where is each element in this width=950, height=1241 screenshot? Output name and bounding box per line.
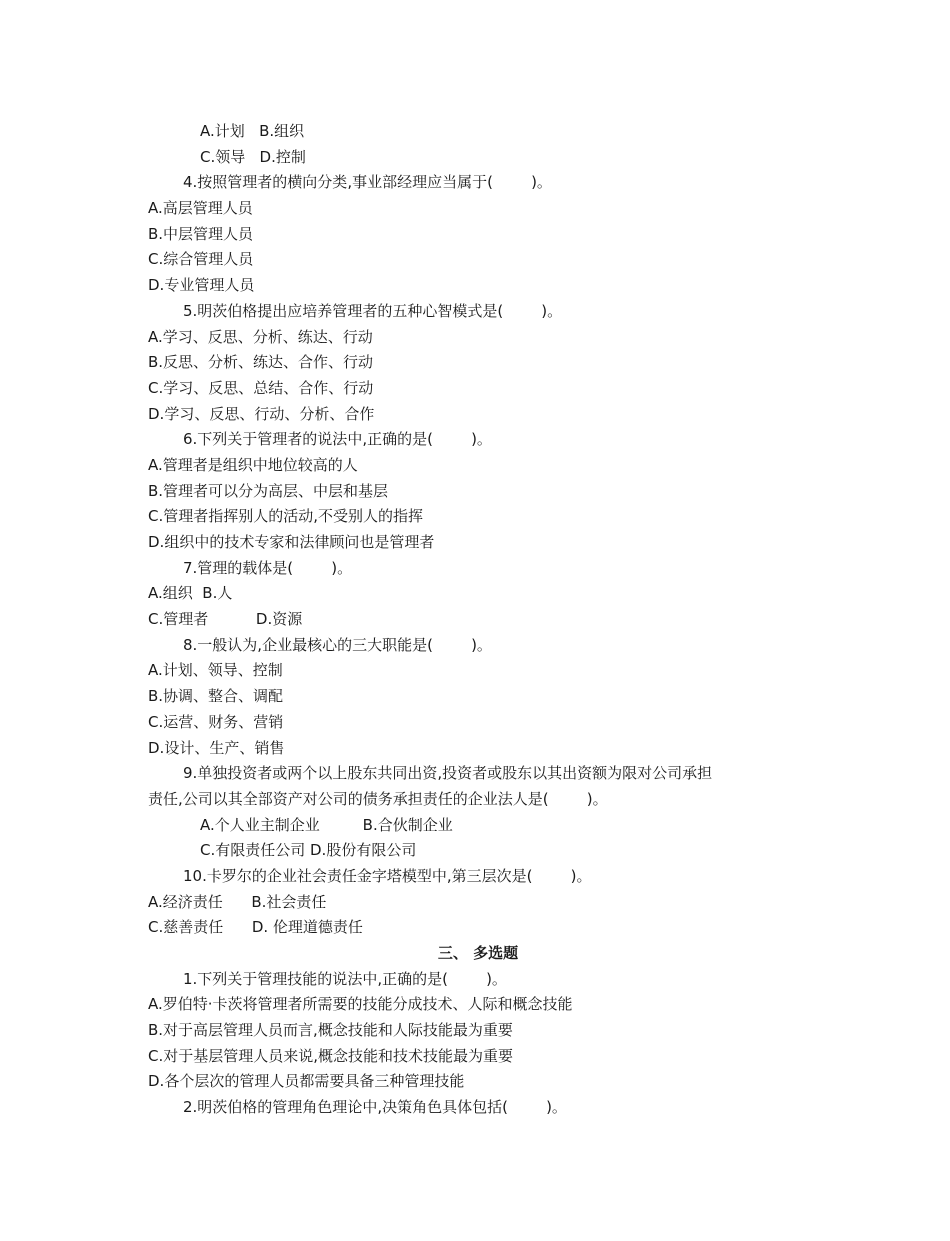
option-line: D.专业管理人员 bbox=[148, 276, 255, 295]
option-line: A.计划、领导、控制 bbox=[148, 661, 283, 680]
option-line: C.对于基层管理人员来说,概念技能和技术技能最为重要 bbox=[148, 1046, 514, 1065]
option-line: A.学习、反思、分析、练达、行动 bbox=[148, 327, 373, 346]
option-line: C.慈善责任 D. 伦理道德责任 bbox=[148, 918, 363, 937]
multi-question-1: 1.下列关于管理技能的说法中,正确的是( )。 bbox=[183, 969, 507, 988]
option-line: D.设计、生产、销售 bbox=[148, 738, 285, 757]
option-line: C.领导 D.控制 bbox=[200, 147, 306, 166]
option-line: A.个人业主制企业 B.合伙制企业 bbox=[200, 815, 453, 834]
option-line: C.管理者 D.资源 bbox=[148, 610, 303, 629]
option-line: C.管理者指挥别人的活动,不受别人的指挥 bbox=[148, 507, 424, 526]
question-7: 7.管理的载体是( )。 bbox=[183, 558, 353, 577]
option-line: A.组织 B.人 bbox=[148, 584, 233, 603]
option-line: D.学习、反思、行动、分析、合作 bbox=[148, 404, 375, 423]
question-9: 9.单独投资者或两个以上股东共同出资,投资者或股东以其出资额为限对公司承担 bbox=[183, 764, 713, 783]
option-line: A.罗伯特·卡茨将管理者所需要的技能分成技术、人际和概念技能 bbox=[148, 995, 573, 1014]
option-line: B.反思、分析、练达、合作、行动 bbox=[148, 353, 374, 372]
multi-question-2: 2.明茨伯格的管理角色理论中,决策角色具体包括( )。 bbox=[183, 1098, 567, 1117]
option-line: C.运营、财务、营销 bbox=[148, 712, 284, 731]
option-line: B.协调、整合、调配 bbox=[148, 687, 284, 706]
option-line: C.有限责任公司 D.股份有限公司 bbox=[200, 841, 417, 860]
question-10: 10.卡罗尔的企业社会责任金字塔模型中,第三层次是( )。 bbox=[183, 866, 592, 885]
question-9-continued: 责任,公司以其全部资产对公司的债务承担责任的企业法人是( )。 bbox=[148, 789, 608, 808]
question-8: 8.一般认为,企业最核心的三大职能是( )。 bbox=[183, 635, 492, 654]
question-6: 6.下列关于管理者的说法中,正确的是( )。 bbox=[183, 430, 492, 449]
option-line: B.管理者可以分为高层、中层和基层 bbox=[148, 481, 389, 500]
option-line: D.各个层次的管理人员都需要具备三种管理技能 bbox=[148, 1072, 465, 1091]
option-line: B.对于高层管理人员而言,概念技能和人际技能最为重要 bbox=[148, 1021, 513, 1040]
option-line: A.计划 B.组织 bbox=[200, 122, 305, 140]
option-line: A.高层管理人员 bbox=[148, 199, 253, 218]
question-4: 4.按照管理者的横向分类,事业部经理应当属于( )。 bbox=[183, 173, 552, 192]
option-line: A.经济责任 B.社会责任 bbox=[148, 892, 327, 911]
option-line: C.综合管理人员 bbox=[148, 250, 254, 269]
option-line: A.管理者是组织中地位较高的人 bbox=[148, 455, 358, 474]
question-5: 5.明茨伯格提出应培养管理者的五种心智模式是( )。 bbox=[183, 301, 563, 320]
option-line: C.学习、反思、总结、合作、行动 bbox=[148, 378, 374, 397]
option-line: B.中层管理人员 bbox=[148, 224, 254, 243]
section-heading: 三、 多选题 bbox=[437, 944, 519, 962]
document-page bbox=[148, 119, 808, 1121]
option-line: D.组织中的技术专家和法律顾问也是管理者 bbox=[148, 533, 435, 551]
